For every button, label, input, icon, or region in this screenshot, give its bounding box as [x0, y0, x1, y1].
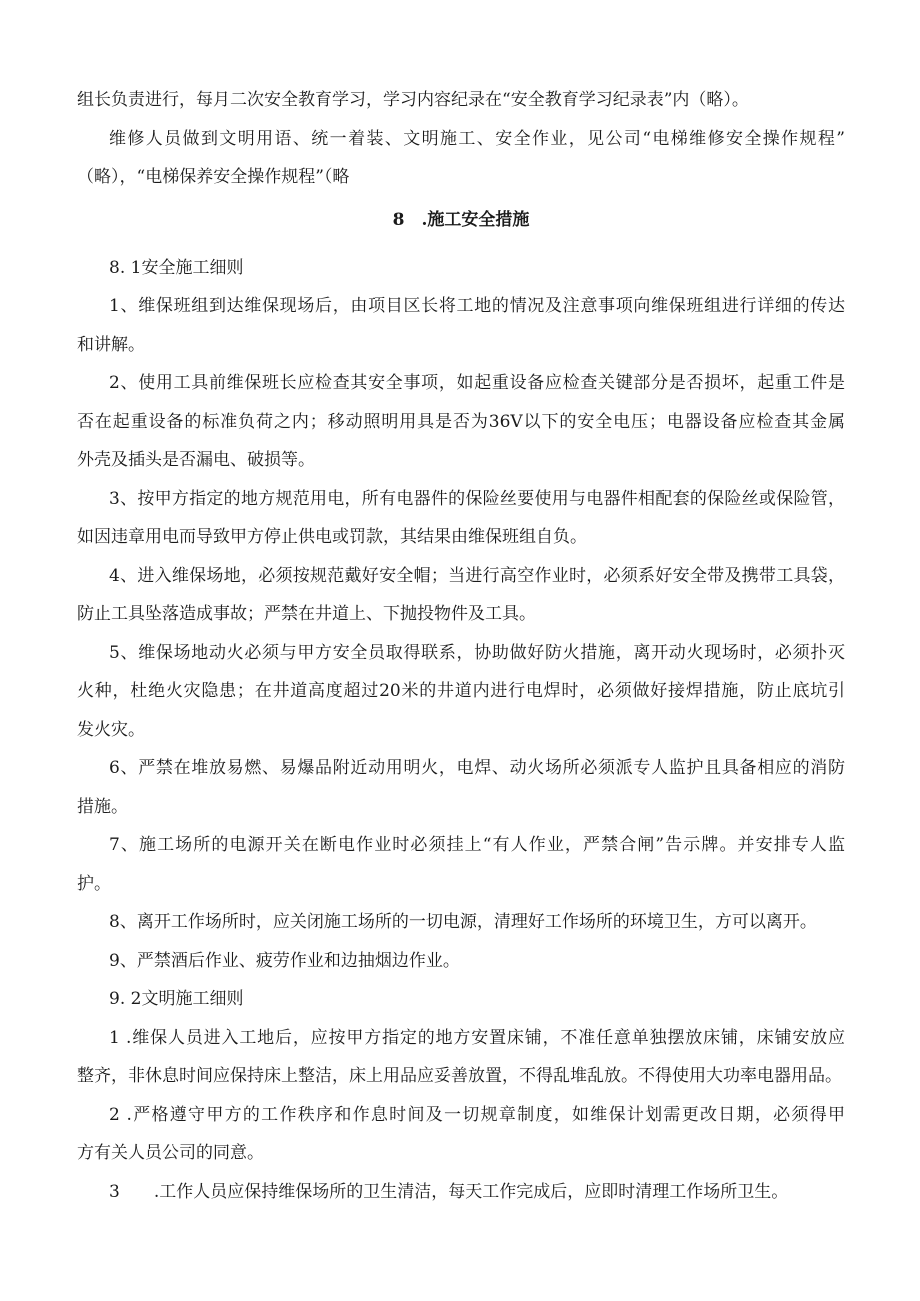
list-item-line: 6、严禁在堆放易燃、易爆品附近动用明火，电焊、动火场所必须派专人监护且具备相应的消防	[109, 758, 845, 778]
intro-paragraph-line: 维修人员做到文明用语、统一着装、文明施工、安全作业，见公司“电梯维修安全操作规程”	[109, 128, 845, 149]
intro-paragraph-line: （略），“电梯保养安全操作规程”（略	[77, 167, 350, 187]
list-item-line: 方有关人员公司的同意。	[77, 1143, 264, 1163]
list-item-line: 2 .严格遵守甲方的工作秩序和作息时间及一切规章制度，如维保计划需更改日期，必须得甲	[109, 1104, 845, 1125]
list-item-line: 和讲解。	[77, 334, 145, 355]
list-item-line: 措施。	[77, 796, 128, 817]
list-item-line: 外壳及插头是否漏电、破损等。	[77, 450, 315, 470]
intro-paragraph-line: 组长负责进行，每月二次安全教育学习，学习内容纪录在“安全教育学习纪录表”内（略）。	[77, 90, 749, 110]
list-item-line: 4、进入维保场地，必须按规范戴好安全帽；当进行高空作业时，必须系好安全带及携带工具袋，	[109, 565, 845, 586]
list-item-line: 发火灾。	[77, 719, 145, 740]
list-item-line: 8、离开工作场所时，应关闭施工场所的一切电源，清理好工作场所的环境卫生，方可以离开。	[109, 912, 817, 932]
list-item-line: 护。	[77, 873, 111, 894]
subsection-title: 8. 1安全施工细则	[109, 257, 244, 278]
list-item-line: 3、按甲方指定的地方规范用电，所有电器件的保险丝要使用与电器件相配套的保险丝或保险管，	[109, 488, 845, 509]
list-item-line: 火种，杜绝火灾隐患；在井道高度超过20米的井道内进行电焊时，必须做好接焊措施，防止底坑引	[77, 681, 845, 701]
list-item-line: 3 .工作人员应保持维保场所的卫生清洁，每天工作完成后，应即时清理工作场所卫生。	[109, 1181, 789, 1202]
list-item-line: 7、施工场所的电源开关在断电作业时必须挂上“有人作业，严禁合闸”告示牌。并安排专人监	[109, 835, 845, 855]
list-item-line: 5、维保场地动火必须与甲方安全员取得联系，协助做好防火措施，离开动火现场时，必须扑灭	[109, 642, 845, 663]
section-heading: 8 .施工安全措施	[392, 209, 530, 230]
list-item-line: 整齐，非休息时间应保持床上整洁，床上用品应妥善放置，不得乱堆乱放。不得使用大功率电器用品。	[77, 1066, 842, 1086]
list-item-line: 如因违章用电而导致甲方停止供电或罚款，其结果由维保班组自负。	[77, 527, 587, 547]
list-item-line: 1、维保班组到达维保现场后，由项目区长将工地的情况及注意事项向维保班组进行详细的传达	[109, 296, 845, 316]
list-item-line: 1 .维保人员进入工地后，应按甲方指定的地方安置床铺，不准任意单独摆放床铺，床铺安放应	[109, 1027, 845, 1048]
subsection-title: 9. 2文明施工细则	[109, 989, 244, 1009]
document-page	[77, 81, 845, 1211]
list-item-line: 防止工具坠落造成事故；严禁在井道上、下抛投物件及工具。	[77, 604, 536, 624]
list-item-line: 否在起重设备的标准负荷之内；移动照明用具是否为36V以下的安全电压；电器设备应检查其金属	[77, 411, 845, 432]
list-item-line: 9、严禁酒后作业、疲劳作业和边抽烟边作业。	[109, 950, 460, 971]
list-item-line: 2、使用工具前维保班长应检查其安全事项，如起重设备应检查关键部分是否损坏，起重工件是	[109, 373, 845, 393]
